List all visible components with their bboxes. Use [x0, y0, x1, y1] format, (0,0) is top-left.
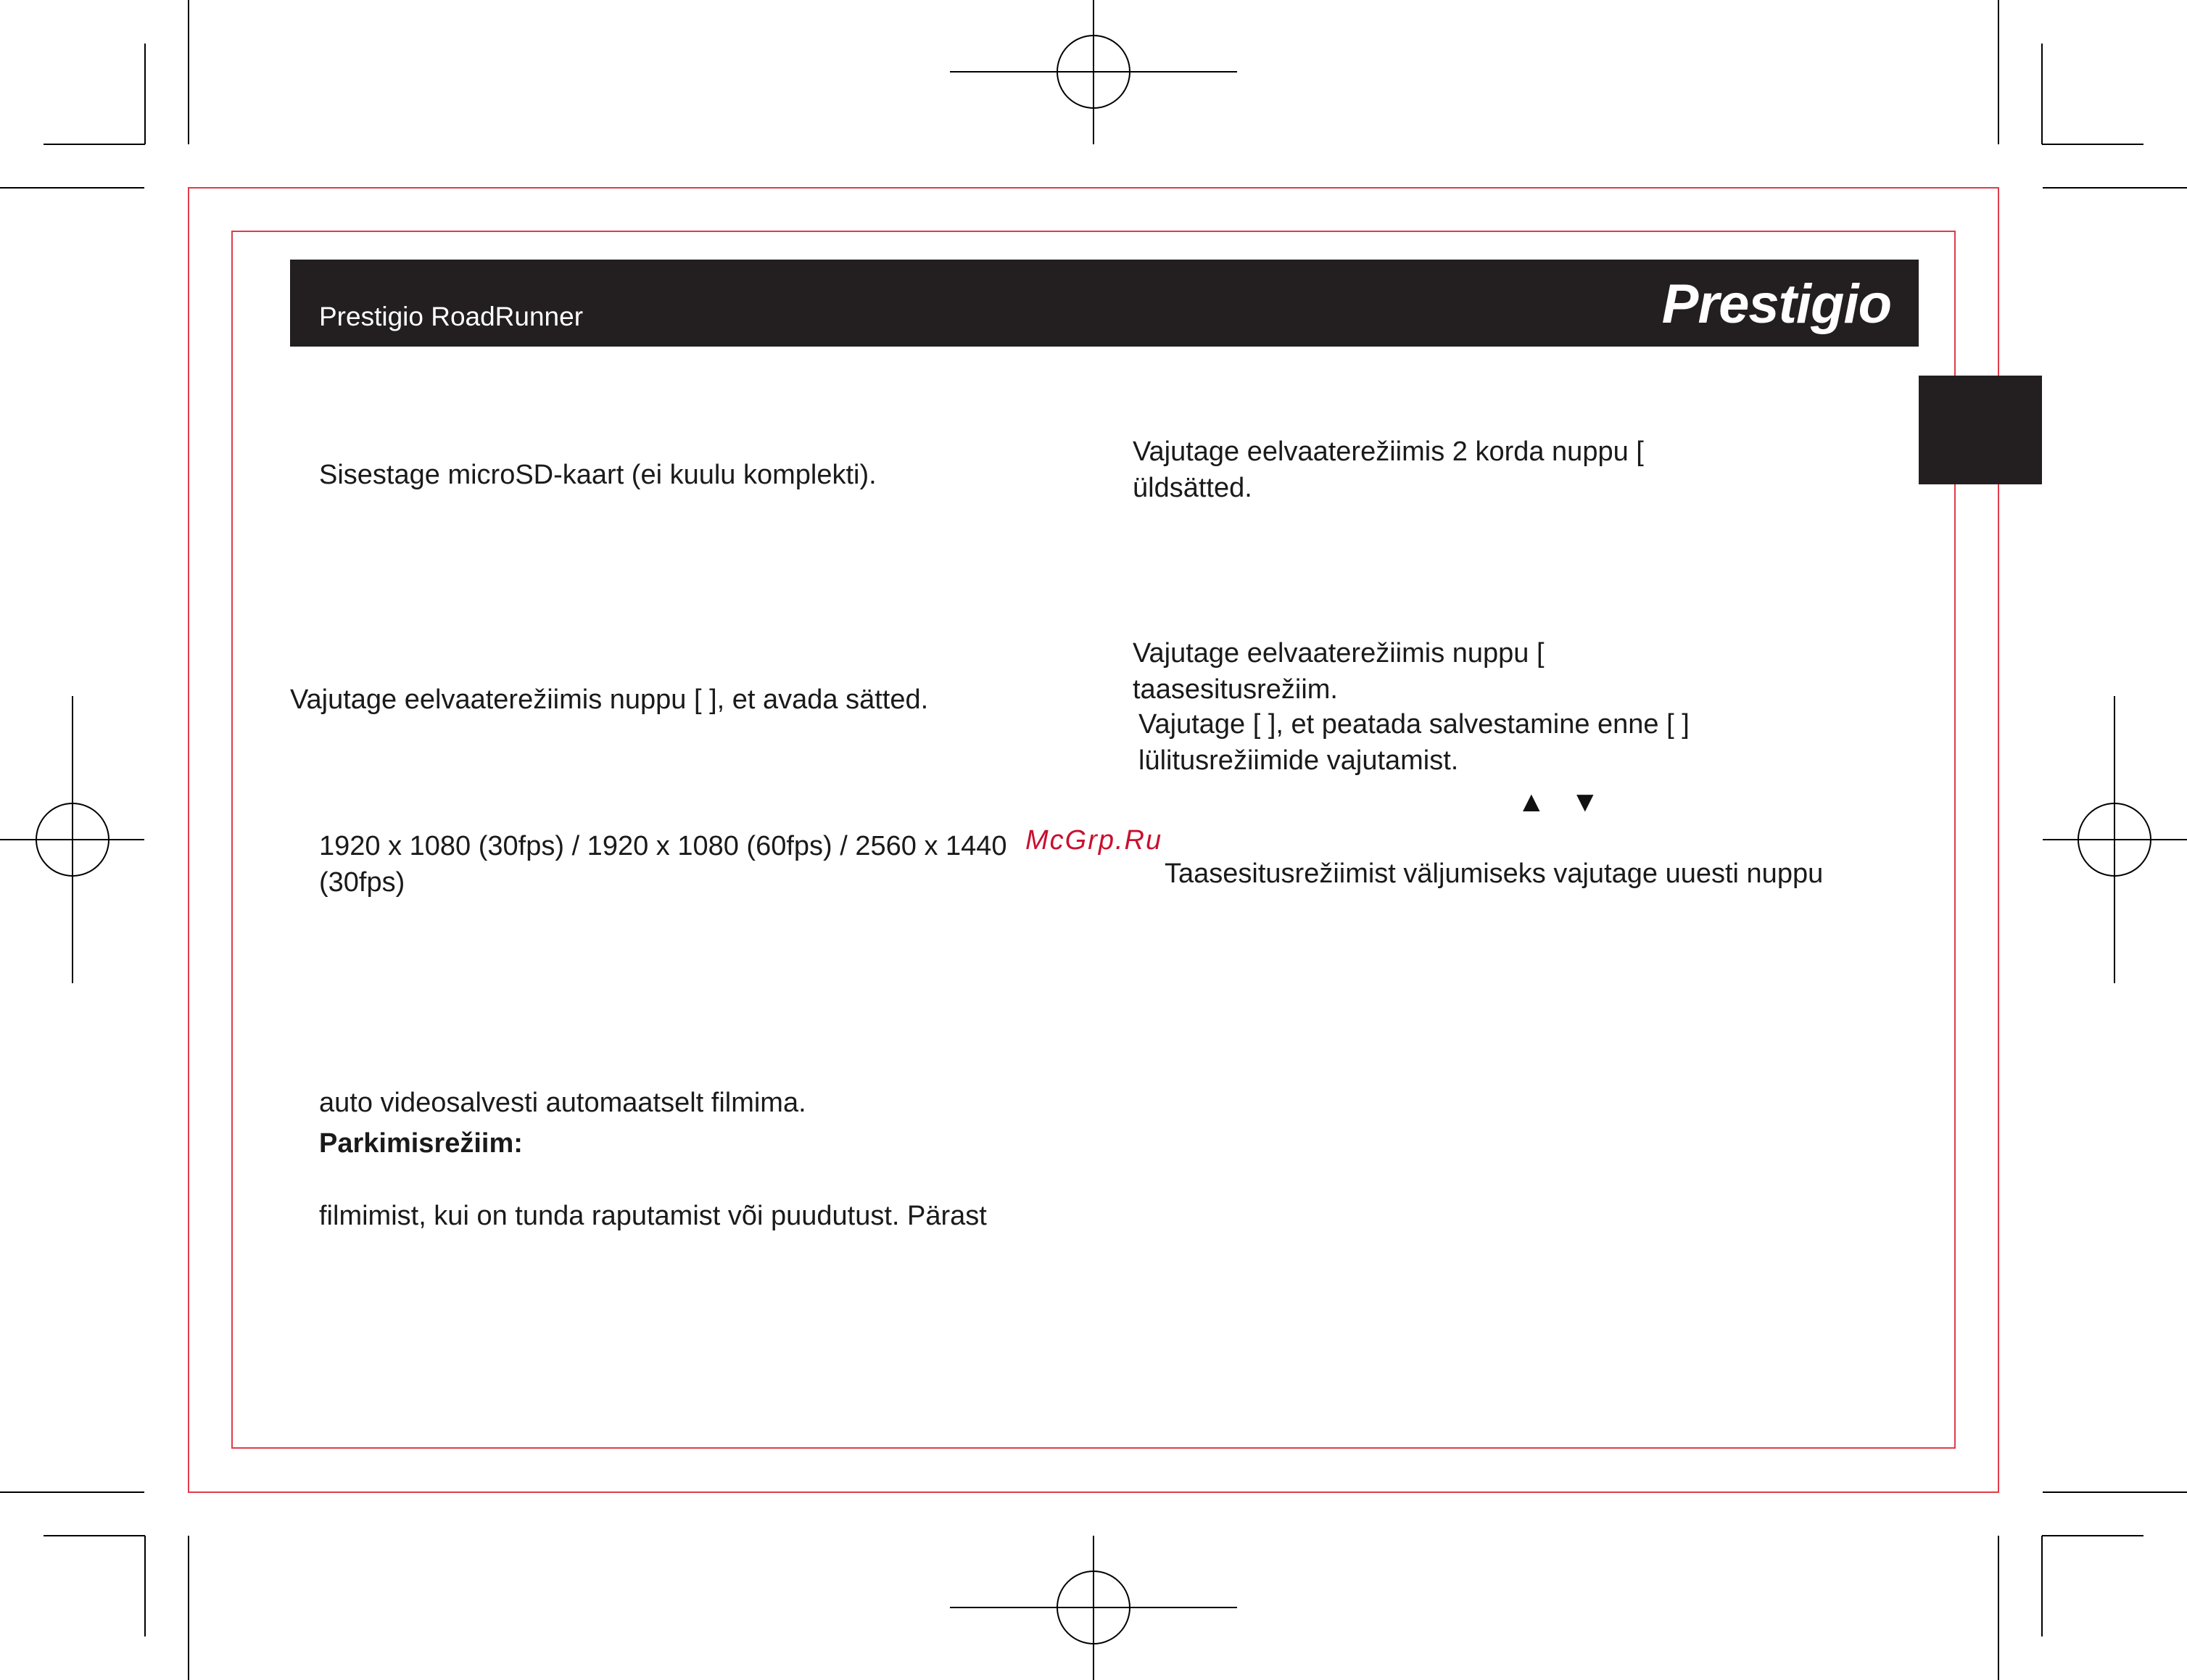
general-settings-text-line2: üldsätted. — [1133, 473, 1252, 503]
parking-mode-text: filmimist, kui on tunda raputamist või puudutust. Pärast — [319, 1201, 987, 1231]
product-name: Prestigio RoadRunner — [319, 302, 584, 331]
stop-recording-text-line2: lülitusrežiimide vajutamist. — [1138, 745, 1459, 776]
resolutions-text-line1: 1920 x 1080 (30fps) / 1920 x 1080 (60fps) / 2560 x 1440 — [319, 831, 1007, 861]
watermark: McGrp.Ru — [1025, 825, 1163, 856]
exit-playback-text: Taasesitusrežiimist väljumiseks vajutage uuesti nuppu — [1165, 858, 1824, 889]
auto-record-text: auto videosalvesti automaatselt filmima. — [319, 1088, 806, 1118]
playback-text-line1: Vajutage eelvaaterežiimis nuppu [ — [1133, 638, 1545, 669]
section-tab — [1919, 376, 2042, 484]
parking-mode-title: Parkimisrežiim: — [319, 1128, 523, 1159]
arrow-up-icon: ▲ — [1517, 786, 1546, 818]
arrow-down-icon: ▼ — [1571, 786, 1600, 818]
brand-logo: Prestigio — [1661, 273, 1891, 335]
header-bar — [290, 260, 1919, 347]
open-settings-text: Vajutage eelvaaterežiimis nuppu [ ], et avada sätted. — [290, 684, 929, 715]
insert-card-text: Sisestage microSD-kaart (ei kuulu komplekti). — [319, 460, 877, 490]
general-settings-text-line1: Vajutage eelvaaterežiimis 2 korda nuppu [ — [1133, 436, 1644, 467]
playback-text-line2: taasesitusrežiim. — [1133, 674, 1338, 705]
stop-recording-text-line1: Vajutage [ ], et peatada salvestamine enne [ ] — [1138, 709, 1690, 740]
resolutions-text-line2: (30fps) — [319, 867, 405, 898]
